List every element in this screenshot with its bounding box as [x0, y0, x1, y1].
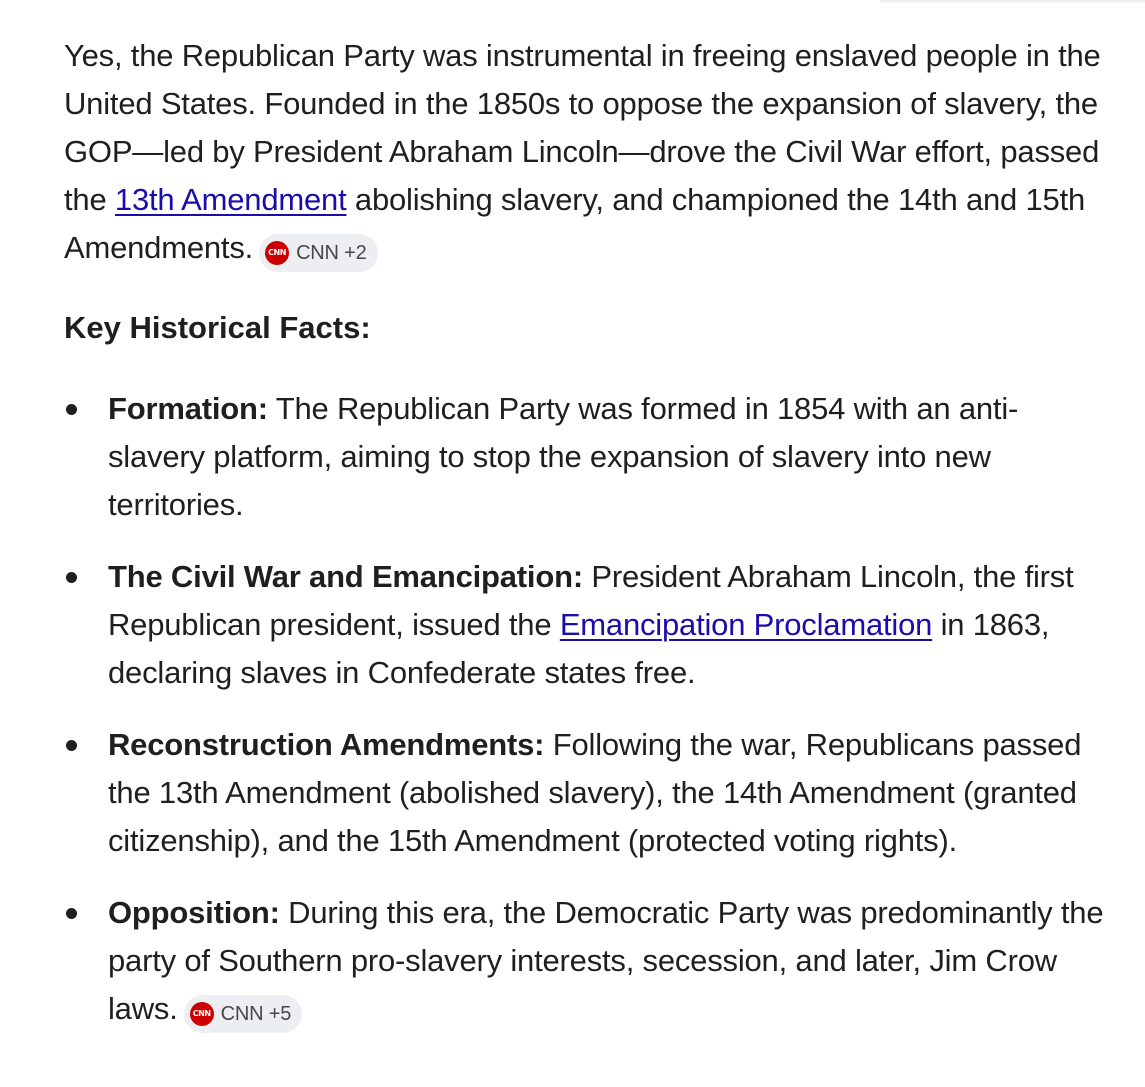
cnn-logo-icon: CNN: [190, 1002, 214, 1026]
bullet-icon: [66, 404, 77, 415]
fact-title: Formation:: [108, 391, 268, 426]
intro-paragraph: [64, 32, 1114, 272]
ai-answer: [64, 32, 1114, 1033]
link-13th-amendment[interactable]: 13th Amendment: [114, 182, 347, 217]
fact-reconstruction: [64, 721, 1114, 865]
intro-text-end: abolishing slavery, and championed the 14th and 15th Amendments.: [64, 182, 1086, 265]
bullet-icon: [66, 908, 77, 919]
link-emancipation-proclamation[interactable]: Emancipation Proclamation: [559, 607, 933, 642]
fact-text-start: President Abraham Lincoln, the first Republican president, issued the: [108, 559, 1074, 642]
top-edge-shadow: [880, 0, 1145, 4]
section-heading: Key Historical Facts:: [64, 310, 371, 345]
fact-opposition: [64, 889, 1114, 1033]
fact-text-end: in 1863, declaring slaves in Confederate states free.: [108, 607, 1050, 690]
fact-civil-war: [64, 553, 1114, 697]
fact-formation: [64, 385, 1114, 529]
bullet-icon: [66, 740, 77, 751]
fact-title: Reconstruction Amendments:: [108, 727, 545, 762]
source-chip-cnn[interactable]: [259, 234, 378, 272]
intro-text-start: Yes, the Republican Party was instrumental in freeing enslaved people in the United States. Founded in the 1850s to oppose the expansion of slavery, the GOP—led by President Abraham Lincoln—drove the Civil War effort, passed the: [64, 38, 1101, 217]
fact-title: Opposition:: [108, 895, 280, 930]
facts-list: [64, 385, 1114, 1033]
source-chip-cnn[interactable]: [184, 995, 303, 1033]
fact-text: The Republican Party was formed in 1854 with an anti-slavery platform, aiming to stop the expansion of slavery into new territories.: [108, 391, 1019, 522]
bullet-icon: [66, 572, 77, 583]
fact-text: Following the war, Republicans passed the 13th Amendment (abolished slavery), the 14th Amendment (granted citizenship), and the 15th Amendment (protected voting rights).: [108, 727, 1082, 858]
cnn-logo-icon: CNN: [265, 241, 289, 265]
fact-text: During this era, the Democratic Party was predominantly the party of Southern pro-slavery interests, secession, and later, Jim Crow laws.: [108, 895, 1104, 1026]
fact-title: The Civil War and Emancipation:: [108, 559, 583, 594]
source-chip-label: CNN +5: [220, 1003, 292, 1025]
source-chip-label: CNN +2: [296, 242, 367, 264]
